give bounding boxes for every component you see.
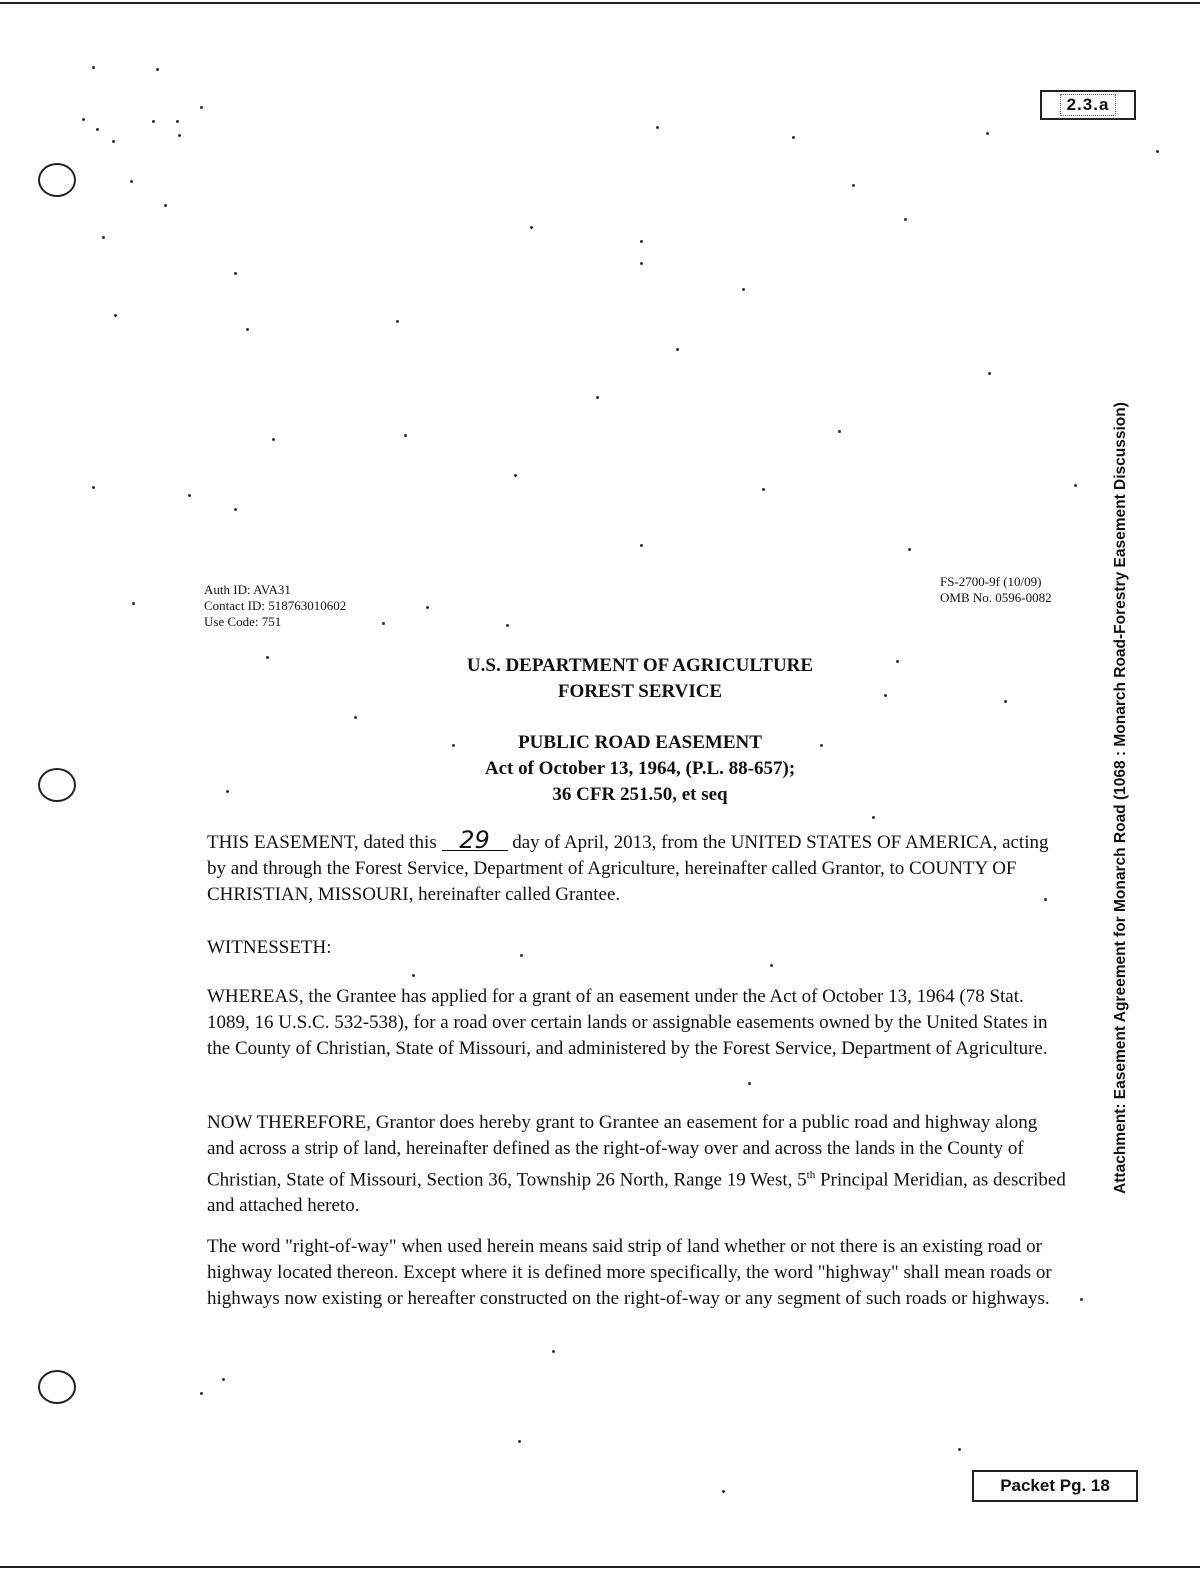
agenda-item-badge bbox=[1040, 90, 1136, 120]
agenda-item-number: 2.3.a bbox=[1060, 94, 1117, 116]
intro-paragraph bbox=[207, 826, 1067, 908]
scan-top-edge bbox=[0, 2, 1200, 4]
scan-bottom-edge bbox=[0, 1566, 1200, 1568]
contact-id: Contact ID: 518763010602 bbox=[204, 598, 347, 613]
record-identifiers bbox=[204, 582, 346, 630]
service-name: FOREST SERVICE bbox=[557, 681, 723, 702]
auth-id: Auth ID: AVA31 bbox=[204, 582, 291, 597]
witnesseth-heading: WITNESSETH: bbox=[207, 937, 332, 958]
packet-page-label: Packet Pg. 18 bbox=[972, 1470, 1138, 1502]
document-title: PUBLIC ROAD EASEMENT bbox=[518, 732, 762, 753]
punch-hole bbox=[38, 1370, 76, 1404]
ordinal-suffix: th bbox=[806, 1169, 816, 1181]
intro-lead: THIS EASEMENT, dated this bbox=[207, 832, 437, 853]
punch-hole bbox=[38, 768, 76, 802]
cfr-citation: 36 CFR 251.50, et seq bbox=[552, 784, 728, 805]
definition-paragraph: The word "right-of-way" when used herein means said strip of land whether or not there is an existing road or highway located thereon. Except where it is defined more specifically, the word "highway" shall mean roads or highways now existing or hereafter constructed on the right-of-way or any segment of such roads or highways. bbox=[207, 1236, 1052, 1309]
attachment-banner: Attachment: Easement Agreement for Monarch Road (1068 : Monarch Road-Forestry Easement Discussion) bbox=[1112, 402, 1129, 1194]
form-number: FS-2700-9f (10/09) bbox=[940, 574, 1042, 589]
department-name: U.S. DEPARTMENT OF AGRICULTURE bbox=[466, 655, 814, 676]
form-identifiers bbox=[940, 574, 1052, 606]
punch-hole bbox=[38, 163, 76, 197]
grant-paragraph bbox=[207, 1110, 1067, 1219]
agency-heading bbox=[200, 653, 1080, 705]
use-code: Use Code: 751 bbox=[204, 614, 282, 629]
handwritten-day: 29 bbox=[442, 830, 508, 851]
intro-rest: day of April, 2013, from the UNITED STATES OF AMERICA, acting by and through the Forest Service, Department of Agriculture, hereinafter called Grantor, to COUNTY OF CHRISTIAN, MISSOURI, hereinafter called Grantee. bbox=[207, 832, 1049, 905]
authorizing-act: Act of October 13, 1964, (P.L. 88-657); bbox=[484, 758, 796, 779]
omb-number: OMB No. 0596-0082 bbox=[940, 590, 1052, 605]
whereas-paragraph: WHEREAS, the Grantee has applied for a grant of an easement under the Act of October 13, 1964 (78 Stat. 1089, 16 U.S.C. 532-538), for a road over certain lands or assignable easements owned by the United States in the County of Christian, State of Missouri, and administered by the Forest Service, Department of Agriculture. bbox=[207, 986, 1048, 1059]
grant-text: NOW THEREFORE, Grantor does hereby grant to Grantee an easement for a public road and highway along and across a strip of land, hereinafter defined as the right-of-way over and across the lands in the County of Christian, State of Missouri, Section 36, Township 26 North, Range 19 West, 5 bbox=[207, 1112, 1038, 1191]
grant-tail: Principal Meridian, as described and attached hereto. bbox=[207, 1169, 1066, 1217]
document-heading bbox=[200, 730, 1080, 808]
